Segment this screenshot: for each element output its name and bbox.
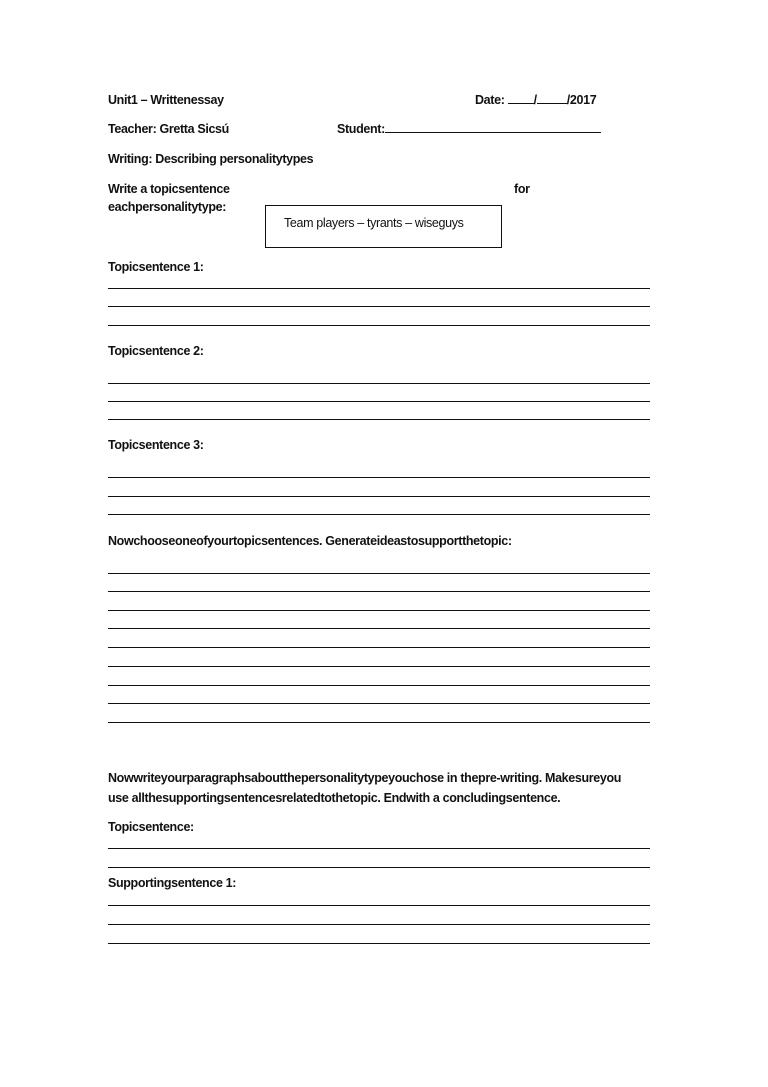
answer-line[interactable] xyxy=(108,591,650,592)
date-label: Date: xyxy=(475,93,508,107)
date-year: /2017 xyxy=(566,93,597,107)
answer-line[interactable] xyxy=(108,610,650,611)
answer-line[interactable] xyxy=(108,722,650,723)
write-paragraph-instruction-1: Nowwriteyourparagraphsaboutthepersonalitytypeyouchose in thepre-writing. Makesureyou xyxy=(108,771,622,785)
topic-sentence-1-label: Topicsentence 1: xyxy=(108,260,204,274)
answer-line[interactable] xyxy=(108,666,650,667)
answer-line[interactable] xyxy=(108,905,650,906)
answer-line[interactable] xyxy=(108,419,650,420)
answer-line[interactable] xyxy=(108,703,650,704)
supporting-sentence-1-label: Supportingsentence 1: xyxy=(108,876,237,890)
answer-line[interactable] xyxy=(108,647,650,648)
answer-line[interactable] xyxy=(108,325,650,326)
instruction-line1: Write a topicsentence xyxy=(108,182,230,196)
answer-line[interactable] xyxy=(108,477,650,478)
student-name-blank[interactable] xyxy=(385,132,601,133)
answer-line[interactable] xyxy=(108,924,650,925)
choose-topic-instruction: Nowchooseoneofyourtopicsentences. Generateideastosupportthetopic: xyxy=(108,534,512,548)
answer-line[interactable] xyxy=(108,401,650,402)
student-label: Student: xyxy=(337,122,385,136)
answer-line[interactable] xyxy=(108,288,650,289)
topic-sentence-3-label: Topicsentence 3: xyxy=(108,438,204,452)
answer-line[interactable] xyxy=(108,383,650,384)
instruction-line2: eachpersonalitytype: xyxy=(108,200,227,214)
instruction-for: for xyxy=(514,182,530,196)
answer-line[interactable] xyxy=(108,573,650,574)
writing-title: Writing: Describing personalitytypes xyxy=(108,152,314,166)
date-day-blank[interactable] xyxy=(508,103,534,104)
answer-line[interactable] xyxy=(108,496,650,497)
write-paragraph-instruction-2: use allthesupportingsentencesrelatedtothetopic. Endwith a concludingsentence. xyxy=(108,791,561,805)
date-field[interactable]: Date: / /2017 xyxy=(475,93,597,107)
answer-line[interactable] xyxy=(108,685,650,686)
answer-line[interactable] xyxy=(108,306,650,307)
personality-types-box xyxy=(265,205,502,248)
date-month-blank[interactable] xyxy=(537,103,567,104)
answer-line[interactable] xyxy=(108,943,650,944)
student-field[interactable] xyxy=(337,121,601,137)
answer-line[interactable] xyxy=(108,514,650,515)
answer-line[interactable] xyxy=(108,628,650,629)
answer-line[interactable] xyxy=(108,848,650,849)
unit-title: Unit1 – Writtenessay xyxy=(108,93,224,107)
personality-types-text: Team players – tyrants – wiseguys xyxy=(284,216,464,230)
topic-sentence-2-label: Topicsentence 2: xyxy=(108,344,204,358)
teacher-name: Teacher: Gretta Sicsú xyxy=(108,122,229,136)
topic-sentence-label: Topicsentence: xyxy=(108,820,194,834)
answer-line[interactable] xyxy=(108,867,650,868)
